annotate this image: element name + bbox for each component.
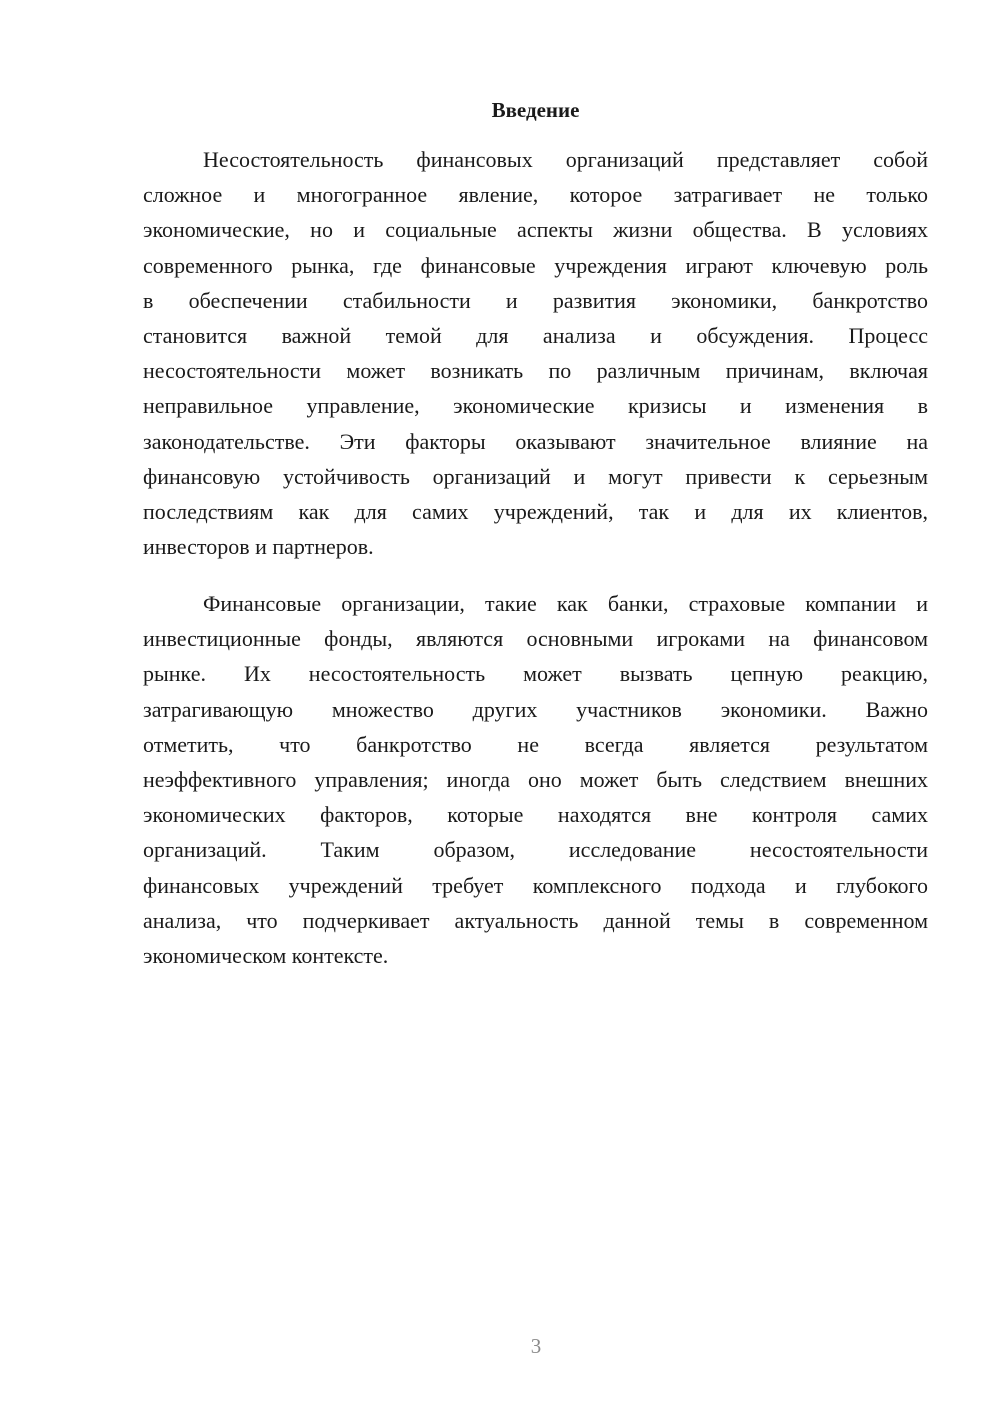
text-line: инвесторов и партнеров. [143,534,374,560]
page-number: 3 [530,1334,542,1358]
text-line: затрагивающую множество других участников экономики. Важно [143,696,928,722]
text-line: сложное и многогранное явление, которое затрагивает не только [143,182,928,208]
paragraph-2 [143,586,928,973]
text-line: отметить, что банкротство не всегда является результатом [143,731,928,757]
text-line: современного рынка, где финансовые учреждения играют ключевую роль [143,252,928,278]
text-line: неправильное управление, экономические кризисы и изменения в [143,393,928,419]
text-line: финансовую устойчивость организаций и могут привести к серьезным [143,463,928,489]
text-line: экономические, но и социальные аспекты жизни общества. В условиях [143,217,928,243]
text-line: экономическом контексте. [143,942,389,968]
text-line: инвестиционные фонды, являются основными игроками на финансовом [143,626,928,652]
text-line: анализа, что подчеркивает актуальность данной темы в современном [143,907,928,933]
text-line: рынке. Их несостоятельность может вызвать цепную реакцию, [143,661,928,687]
text-line: последствиям как для самих учреждений, так и для их клиентов, [143,498,928,524]
paragraph-1 [143,142,928,564]
text-line: в обеспечении стабильности и развития экономики, банкротство [143,287,928,313]
text-line: законодательстве. Эти факторы оказывают значительное влияние на [143,428,928,454]
section-title: Введение [491,98,580,122]
text-line: Несостоятельность финансовых организаций представляет собой [203,147,928,172]
text-line: неэффективного управления; иногда оно может быть следствием внешних [143,766,928,792]
text-line: Финансовые организации, такие как банки, страховые компании и [203,591,928,616]
text-line: экономических факторов, которые находятся вне контроля самих [143,802,928,828]
text-line: несостоятельности может возникать по различным причинам, включая [143,358,928,384]
text-line: становится важной темой для анализа и обсуждения. Процесс [143,322,928,348]
text-line: организаций. Таким образом, исследование несостоятельности [143,837,928,863]
text-line: финансовых учреждений требует комплексного подхода и глубокого [143,872,928,898]
